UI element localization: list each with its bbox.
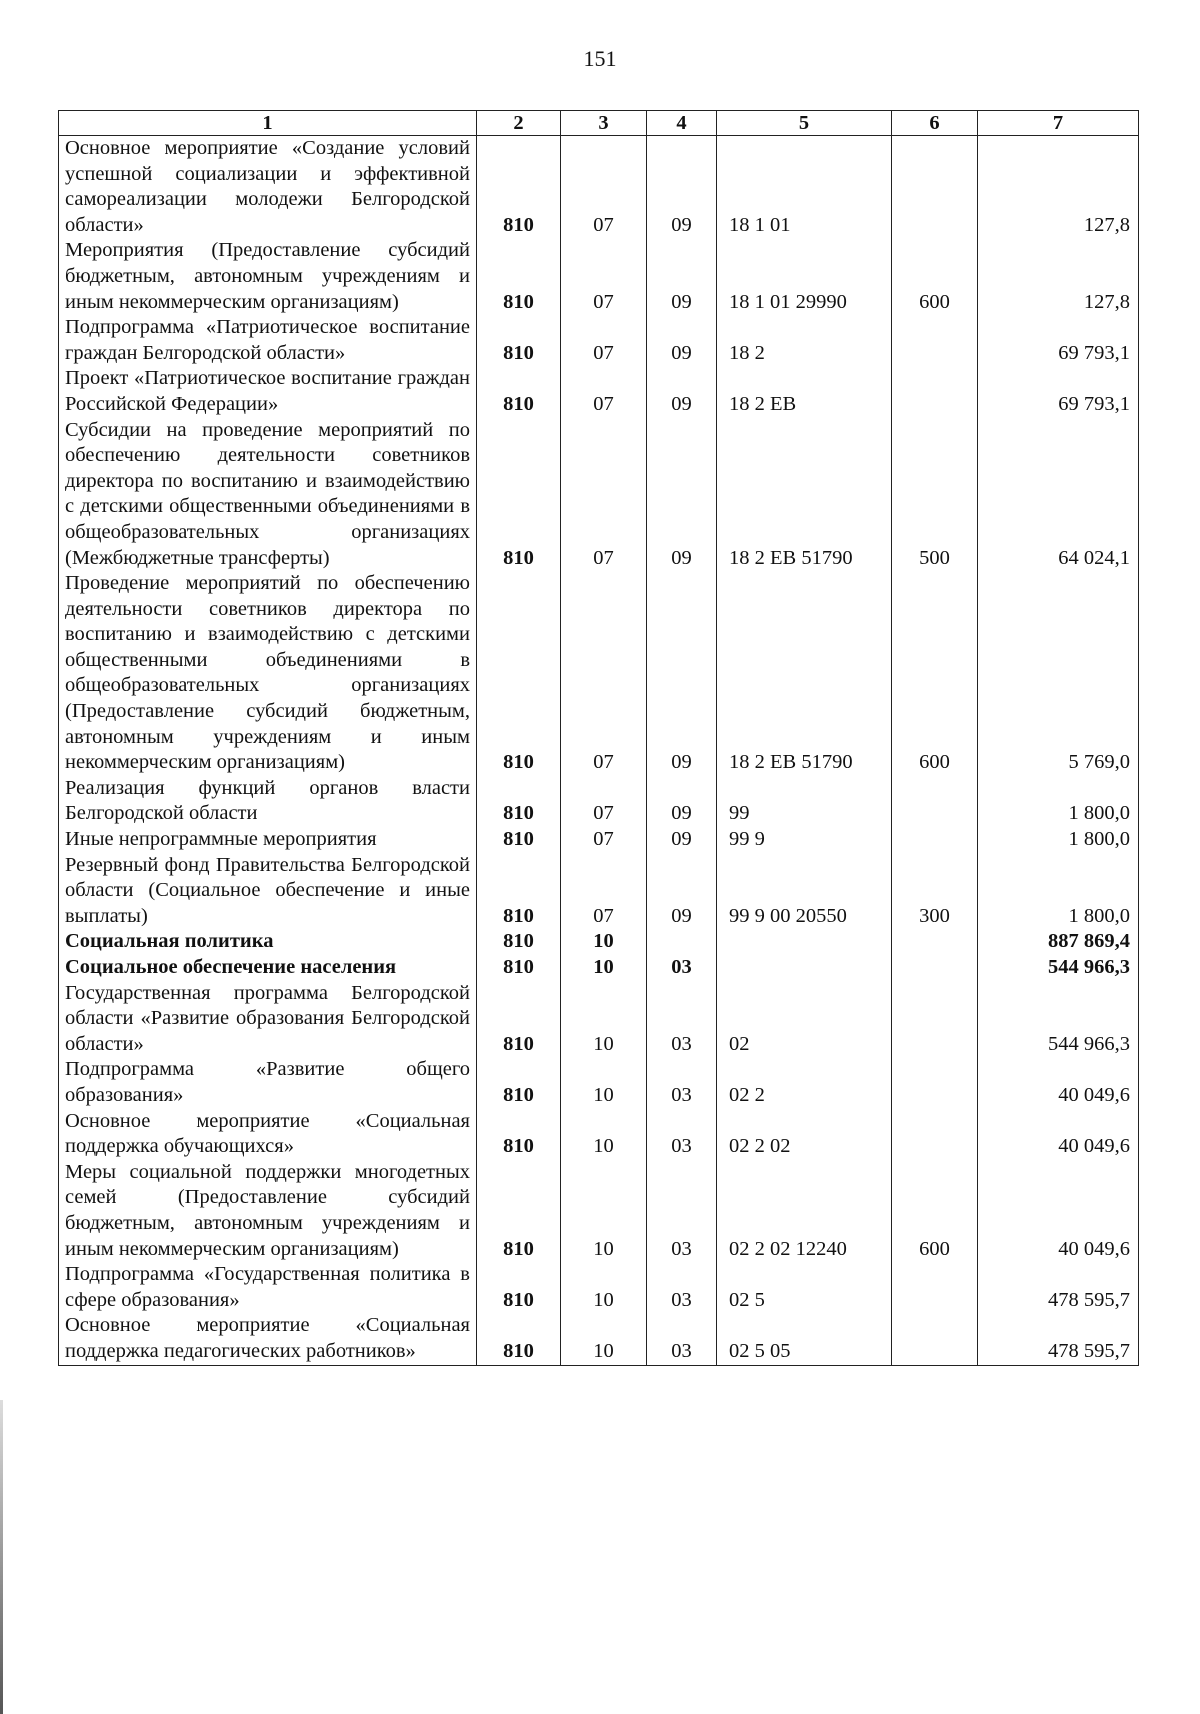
row-section-code: 10 [561, 981, 647, 1058]
row-target-article: 02 2 [717, 1057, 892, 1108]
row-ministry-code: 810 [477, 418, 561, 572]
row-subsection-code: 09 [647, 315, 717, 366]
row-subsection-code: 03 [647, 1109, 717, 1160]
row-amount: 127,8 [978, 136, 1139, 239]
column-header-2: 2 [477, 111, 561, 136]
row-ministry-code: 810 [477, 315, 561, 366]
row-amount: 69 793,1 [978, 315, 1139, 366]
row-section-code: 10 [561, 1160, 647, 1262]
table-row [59, 981, 1139, 1058]
row-subsection-code: 03 [647, 1057, 717, 1108]
row-amount: 40 049,6 [978, 1160, 1139, 1262]
row-amount: 5 769,0 [978, 571, 1139, 776]
row-subsection-code: 03 [647, 981, 717, 1058]
row-target-article: 18 2 [717, 315, 892, 366]
column-header-4: 4 [647, 111, 717, 136]
row-amount: 478 595,7 [978, 1313, 1139, 1365]
table-row [59, 1160, 1139, 1262]
row-target-article: 18 2 EB 51790 [717, 418, 892, 572]
table-row [59, 238, 1139, 315]
table-row [59, 418, 1139, 572]
row-section-code: 10 [561, 1109, 647, 1160]
row-ministry-code: 810 [477, 1262, 561, 1313]
table-row [59, 955, 1139, 981]
row-amount: 544 966,3 [978, 981, 1139, 1058]
row-section-code: 10 [561, 1313, 647, 1365]
row-subsection-code: 03 [647, 955, 717, 981]
row-section-code: 07 [561, 418, 647, 572]
row-subsection-code: 03 [647, 1160, 717, 1262]
row-expense-type [892, 981, 978, 1058]
row-amount: 478 595,7 [978, 1262, 1139, 1313]
table-row [59, 827, 1139, 853]
row-amount: 544 966,3 [978, 955, 1139, 981]
column-header-1: 1 [59, 111, 477, 136]
table-body [59, 136, 1139, 1366]
row-target-article: 18 1 01 [717, 136, 892, 239]
table-row [59, 1109, 1139, 1160]
row-expense-type: 300 [892, 853, 978, 930]
column-header-5: 5 [717, 111, 892, 136]
row-subsection-code: 03 [647, 1313, 717, 1365]
row-name: Меры социальной поддержки многодетных семей (Предоставление субсидий бюджетным, автономным учреждениям и иным некоммерческим организациям) [59, 1160, 477, 1262]
row-section-code: 10 [561, 955, 647, 981]
table-row [59, 136, 1139, 239]
table-row [59, 929, 1139, 955]
row-section-code: 10 [561, 1057, 647, 1108]
row-amount: 40 049,6 [978, 1109, 1139, 1160]
table-row [59, 366, 1139, 417]
row-ministry-code: 810 [477, 1057, 561, 1108]
row-section-code: 07 [561, 136, 647, 239]
row-ministry-code: 810 [477, 853, 561, 930]
row-subsection-code: 09 [647, 418, 717, 572]
row-section-code: 07 [561, 571, 647, 776]
row-expense-type: 600 [892, 1160, 978, 1262]
row-expense-type [892, 315, 978, 366]
row-target-article: 18 2 EB 51790 [717, 571, 892, 776]
scan-edge-shadow [0, 1400, 3, 1714]
row-ministry-code: 810 [477, 929, 561, 955]
row-name: Проект «Патриотическое воспитание граждан Российской Федерации» [59, 366, 477, 417]
table-row [59, 1057, 1139, 1108]
row-amount: 40 049,6 [978, 1057, 1139, 1108]
row-target-article [717, 929, 892, 955]
row-expense-type [892, 136, 978, 239]
row-target-article: 02 2 02 [717, 1109, 892, 1160]
row-ministry-code: 810 [477, 981, 561, 1058]
row-name: Государственная программа Белгородской области «Развитие образования Белгородской области» [59, 981, 477, 1058]
row-amount: 887 869,4 [978, 929, 1139, 955]
table-row [59, 1313, 1139, 1365]
row-target-article [717, 955, 892, 981]
row-name: Субсидии на проведение мероприятий по обеспечению деятельности советников директора по воспитанию и взаимодействию с детскими общественными объединениями в общеобразовательных организациях (Межбюджетные трансферты) [59, 418, 477, 572]
row-name: Основное мероприятие «Создание условий успешной социализации и эффективной самореализации молодежи Белгородской области» [59, 136, 477, 239]
row-ministry-code: 810 [477, 1109, 561, 1160]
row-expense-type [892, 929, 978, 955]
row-name: Резервный фонд Правительства Белгородской области (Социальное обеспечение и иные выплаты) [59, 853, 477, 930]
table-row [59, 1262, 1139, 1313]
row-amount: 64 024,1 [978, 418, 1139, 572]
row-ministry-code: 810 [477, 827, 561, 853]
row-subsection-code [647, 929, 717, 955]
table-row [59, 315, 1139, 366]
table-row [59, 776, 1139, 827]
row-subsection-code: 03 [647, 1262, 717, 1313]
row-section-code: 07 [561, 366, 647, 417]
row-expense-type [892, 776, 978, 827]
row-name: Реализация функций органов власти Белгородской области [59, 776, 477, 827]
row-name: Основное мероприятие «Социальная поддержка обучающихся» [59, 1109, 477, 1160]
row-target-article: 02 [717, 981, 892, 1058]
row-name: Основное мероприятие «Социальная поддержка педагогических работников» [59, 1313, 477, 1365]
table-row [59, 571, 1139, 776]
column-header-7: 7 [978, 111, 1139, 136]
row-subsection-code: 09 [647, 827, 717, 853]
table-header-row [59, 111, 1139, 136]
row-expense-type [892, 1109, 978, 1160]
row-ministry-code: 810 [477, 136, 561, 239]
table-row [59, 853, 1139, 930]
row-subsection-code: 09 [647, 238, 717, 315]
row-target-article: 18 2 EB [717, 366, 892, 417]
row-ministry-code: 810 [477, 955, 561, 981]
row-subsection-code: 09 [647, 136, 717, 239]
row-section-code: 07 [561, 853, 647, 930]
row-amount: 69 793,1 [978, 366, 1139, 417]
row-target-article: 18 1 01 29990 [717, 238, 892, 315]
row-amount: 1 800,0 [978, 827, 1139, 853]
row-ministry-code: 810 [477, 571, 561, 776]
column-header-6: 6 [892, 111, 978, 136]
row-expense-type [892, 366, 978, 417]
row-name: Социальное обеспечение населения [59, 955, 477, 981]
row-subsection-code: 09 [647, 776, 717, 827]
row-target-article: 02 5 [717, 1262, 892, 1313]
row-target-article: 99 [717, 776, 892, 827]
row-target-article: 99 9 00 20550 [717, 853, 892, 930]
column-header-3: 3 [561, 111, 647, 136]
row-amount: 127,8 [978, 238, 1139, 315]
row-subsection-code: 09 [647, 366, 717, 417]
row-expense-type: 600 [892, 238, 978, 315]
row-expense-type [892, 1313, 978, 1365]
row-amount: 1 800,0 [978, 853, 1139, 930]
row-section-code: 07 [561, 238, 647, 315]
row-target-article: 02 5 05 [717, 1313, 892, 1365]
row-section-code: 07 [561, 827, 647, 853]
row-expense-type [892, 1262, 978, 1313]
row-target-article: 02 2 02 12240 [717, 1160, 892, 1262]
row-expense-type [892, 955, 978, 981]
page-number: 151 [583, 46, 617, 71]
row-ministry-code: 810 [477, 776, 561, 827]
row-name: Мероприятия (Предоставление субсидий бюджетным, автономным учреждениям и иным некоммерческим организациям) [59, 238, 477, 315]
row-name: Проведение мероприятий по обеспечению деятельности советников директора по воспитанию и взаимодействию с детскими общественными объединениями в общеобразовательных организациях (Предоставление субсидий бюджетным, автономным учреждениям и иным некоммерческим организациям) [59, 571, 477, 776]
row-expense-type [892, 1057, 978, 1108]
row-expense-type: 600 [892, 571, 978, 776]
row-section-code: 07 [561, 776, 647, 827]
row-name: Подпрограмма «Развитие общего образования» [59, 1057, 477, 1108]
row-name: Социальная политика [59, 929, 477, 955]
row-name: Иные непрограммные мероприятия [59, 827, 477, 853]
row-ministry-code: 810 [477, 366, 561, 417]
row-section-code: 07 [561, 315, 647, 366]
row-amount: 1 800,0 [978, 776, 1139, 827]
row-ministry-code: 810 [477, 1160, 561, 1262]
row-name: Подпрограмма «Государственная политика в сфере образования» [59, 1262, 477, 1313]
row-subsection-code: 09 [647, 853, 717, 930]
row-expense-type [892, 827, 978, 853]
row-target-article: 99 9 [717, 827, 892, 853]
budget-table [58, 110, 1139, 1366]
row-section-code: 10 [561, 1262, 647, 1313]
row-section-code: 10 [561, 929, 647, 955]
row-subsection-code: 09 [647, 571, 717, 776]
row-ministry-code: 810 [477, 1313, 561, 1365]
row-ministry-code: 810 [477, 238, 561, 315]
row-name: Подпрограмма «Патриотическое воспитание граждан Белгородской области» [59, 315, 477, 366]
row-expense-type: 500 [892, 418, 978, 572]
